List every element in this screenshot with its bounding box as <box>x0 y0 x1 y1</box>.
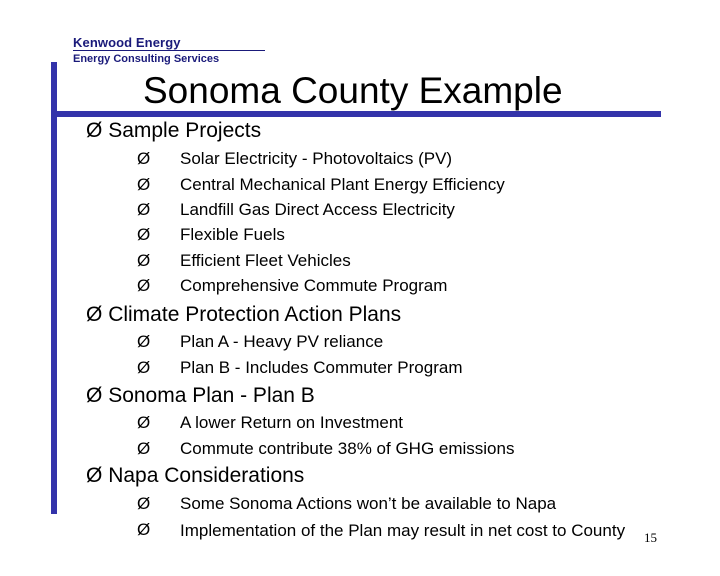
section-heading-text: Napa Considerations <box>108 464 305 487</box>
bullet-arrow-icon: Ø <box>137 332 151 351</box>
list-item <box>137 200 455 220</box>
list-item-text: Efficient Fleet Vehicles <box>180 251 351 270</box>
bullet-arrow-icon: Ø <box>137 175 151 194</box>
list-item-text: Central Mechanical Plant Energy Efficiency <box>180 175 505 194</box>
bullet-arrow-icon: Ø <box>86 119 103 142</box>
section-heading-text: Sonoma Plan - Plan B <box>108 384 315 407</box>
list-item <box>137 439 514 459</box>
list-item <box>137 520 650 541</box>
list-item <box>137 175 505 195</box>
list-item-text: Commute contribute 38% of GHG emissions <box>180 439 515 458</box>
bullet-arrow-icon: Ø <box>86 464 103 487</box>
bullet-arrow-icon: Ø <box>137 439 151 458</box>
slide-title: Sonoma County Example <box>143 70 563 111</box>
section-heading-text: Sample Projects <box>108 119 262 142</box>
bullet-arrow-icon: Ø <box>137 149 151 168</box>
list-item-text: Implementation of the Plan may result in net cost to County <box>180 521 626 540</box>
list-item-text: Solar Electricity - Photovoltaics (PV) <box>180 149 453 168</box>
list-item-text: Plan A - Heavy PV reliance <box>180 332 384 351</box>
list-item <box>137 332 383 352</box>
list-item <box>137 251 351 271</box>
section-heading <box>86 384 315 408</box>
page-number: 15 <box>644 530 657 545</box>
list-item <box>137 149 452 169</box>
list-item <box>137 494 556 514</box>
bullet-arrow-icon: Ø <box>86 384 103 407</box>
list-item-text: Plan B - Includes Commuter Program <box>180 358 463 377</box>
bullet-arrow-icon: Ø <box>137 494 151 513</box>
list-item-text: Comprehensive Commute Program <box>180 276 448 295</box>
bullet-arrow-icon: Ø <box>137 413 151 432</box>
list-item-text: A lower Return on Investment <box>180 413 404 432</box>
bullet-arrow-icon: Ø <box>137 358 151 377</box>
list-item-text: Landfill Gas Direct Access Electricity <box>180 200 455 219</box>
list-item <box>137 413 403 433</box>
bullet-arrow-icon: Ø <box>137 251 151 270</box>
bullet-arrow-icon: Ø <box>137 520 151 539</box>
company-name: Kenwood Energy <box>73 35 181 50</box>
bullet-arrow-icon: Ø <box>86 303 103 326</box>
bullet-arrow-icon: Ø <box>137 276 151 295</box>
section-heading-text: Climate Protection Action Plans <box>108 303 402 326</box>
section-heading <box>86 464 304 488</box>
list-item <box>137 225 285 245</box>
bullet-arrow-icon: Ø <box>137 200 151 219</box>
section-heading <box>86 119 261 143</box>
list-item <box>137 276 447 296</box>
list-item-text: Flexible Fuels <box>180 225 285 244</box>
bullet-arrow-icon: Ø <box>137 225 151 244</box>
list-item <box>137 358 463 378</box>
section-heading <box>86 303 401 327</box>
company-subtitle: Energy Consulting Services <box>73 53 220 65</box>
list-item-text: Some Sonoma Actions won’t be available to Napa <box>180 494 557 513</box>
